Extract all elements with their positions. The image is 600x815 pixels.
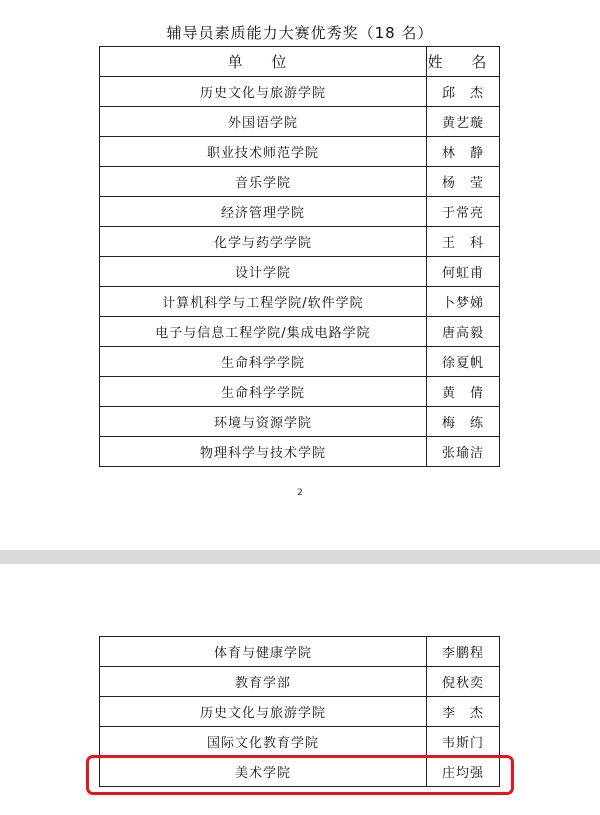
highlight-box xyxy=(86,755,514,795)
unit-cell: 物理科学与技术学院 xyxy=(100,437,427,467)
table-row xyxy=(100,377,500,407)
header-unit: 单 位 xyxy=(100,47,427,77)
document-title: 辅导员素质能力大赛优秀奖（18 名） xyxy=(166,24,434,42)
unit-cell: 化学与药学学院 xyxy=(100,227,427,257)
unit-cell: 设计学院 xyxy=(100,257,427,287)
unit-cell: 历史文化与旅游学院 xyxy=(100,697,427,727)
name-cell: 李 杰 xyxy=(427,697,500,727)
header-name: 姓 名 xyxy=(427,47,500,77)
unit-cell: 计算机科学与工程学院/软件学院 xyxy=(100,287,427,317)
name-cell: 倪秋奕 xyxy=(427,667,500,697)
award-table-page-1 xyxy=(99,46,500,467)
unit-cell: 生命科学学院 xyxy=(100,377,427,407)
table-row xyxy=(100,437,500,467)
unit-cell: 历史文化与旅游学院 xyxy=(100,77,427,107)
unit-cell: 美术学院 xyxy=(100,757,427,787)
page-number: 2 xyxy=(297,488,303,498)
table-row xyxy=(100,77,500,107)
table-row xyxy=(100,257,500,287)
name-cell: 李鹏程 xyxy=(427,637,500,667)
table-row xyxy=(100,727,500,757)
name-cell: 于常亮 xyxy=(427,197,500,227)
name-cell: 张瑜洁 xyxy=(427,437,500,467)
name-cell: 杨 莹 xyxy=(427,167,500,197)
unit-cell: 经济管理学院 xyxy=(100,197,427,227)
name-cell: 邱 杰 xyxy=(427,77,500,107)
name-cell: 林 静 xyxy=(427,137,500,167)
table-row xyxy=(100,227,500,257)
table-row xyxy=(100,137,500,167)
unit-cell: 外国语学院 xyxy=(100,107,427,137)
table-header-row xyxy=(100,47,500,77)
name-cell: 韦斯门 xyxy=(427,727,500,757)
table-row xyxy=(100,667,500,697)
name-cell: 徐夏帆 xyxy=(427,347,500,377)
table-row xyxy=(100,637,500,667)
unit-cell: 教育学部 xyxy=(100,667,427,697)
table-row xyxy=(100,197,500,227)
unit-cell: 职业技术师范学院 xyxy=(100,137,427,167)
name-cell: 庄均强 xyxy=(427,757,500,787)
name-cell: 唐高毅 xyxy=(427,317,500,347)
table-row xyxy=(100,287,500,317)
name-cell: 卜梦娣 xyxy=(427,287,500,317)
name-cell: 梅 练 xyxy=(427,407,500,437)
name-cell: 王 科 xyxy=(427,227,500,257)
unit-cell: 电子与信息工程学院/集成电路学院 xyxy=(100,317,427,347)
name-cell: 黄 倩 xyxy=(427,377,500,407)
unit-cell: 国际文化教育学院 xyxy=(100,727,427,757)
table-row xyxy=(100,317,500,347)
table-row xyxy=(100,407,500,437)
name-cell: 黄艺璇 xyxy=(427,107,500,137)
unit-cell: 生命科学学院 xyxy=(100,347,427,377)
page-gap xyxy=(0,550,600,564)
unit-cell: 体育与健康学院 xyxy=(100,637,427,667)
table-row xyxy=(100,167,500,197)
unit-cell: 环境与资源学院 xyxy=(100,407,427,437)
table-row xyxy=(100,347,500,377)
table-row xyxy=(100,107,500,137)
name-cell: 何虹甫 xyxy=(427,257,500,287)
unit-cell: 音乐学院 xyxy=(100,167,427,197)
table-row xyxy=(100,697,500,727)
